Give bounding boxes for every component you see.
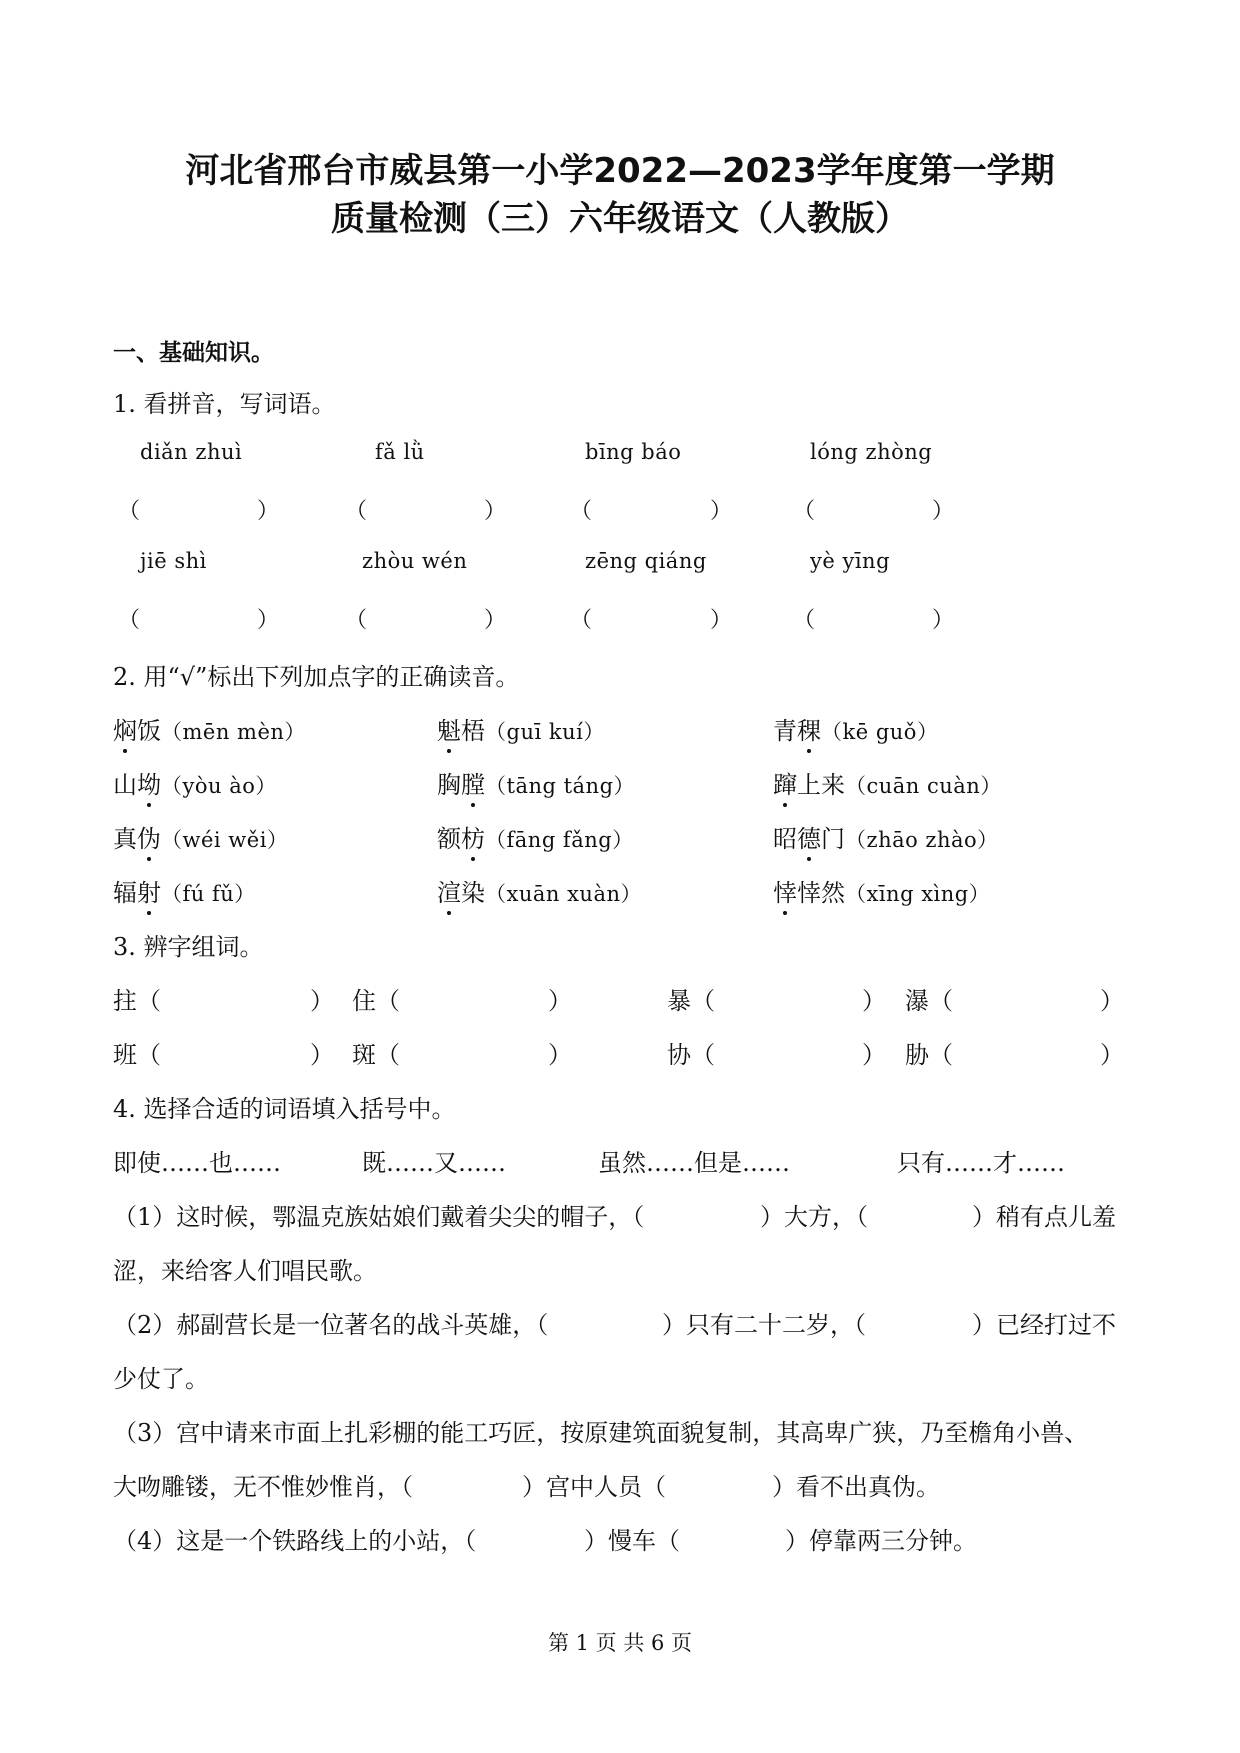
reading-item-9: 昭德门（zhāo zhào） — [773, 819, 999, 854]
blank-close: ） — [710, 499, 733, 524]
reading-item-6: 蹿上来（cuān cuàn） — [773, 765, 1002, 800]
q2-label: 2. 用“√”标出下列加点字的正确读音。 — [113, 663, 520, 691]
q3-char-1: 拄（ — [113, 987, 161, 1015]
blank-close: ） — [932, 499, 955, 524]
blank-open: （ — [118, 499, 141, 524]
blank-open: （ — [345, 499, 368, 524]
sentence-3-part-a: （3）宫中请来市面上扎彩棚的能工巧匠，按原建筑面貌复制，其高卑广狭，乃至檐角小兽、 — [113, 1419, 1089, 1447]
q3-close: ） — [862, 1041, 886, 1069]
sentence-2-part-c: ）已经打过不 — [972, 1311, 1116, 1339]
reading-item-5: 胸膛（tāng táng） — [437, 765, 635, 800]
q3-close: ） — [310, 1041, 334, 1069]
blank-close: ） — [484, 608, 507, 633]
sentence-2-part-b: ）只有二十二岁，（ — [662, 1311, 866, 1339]
blank-open: （ — [570, 608, 593, 633]
reading-item-2: 魁梧（guī kuí） — [437, 711, 605, 746]
dotted-char: 稞 — [797, 711, 821, 746]
q3-char-4: 瀑（ — [905, 987, 953, 1015]
blank-close: ） — [257, 608, 280, 633]
sentence-4-part-b: ）慢车（ — [584, 1527, 680, 1555]
sentence-3-part-d: ）看不出真伪。 — [772, 1473, 940, 1501]
sentence-4-part-a: （4）这是一个铁路线上的小站，（ — [113, 1527, 477, 1555]
dotted-char: 蹿 — [773, 765, 797, 800]
sentence-4-part-c: ）停靠两三分钟。 — [785, 1527, 977, 1555]
pinyin-2: fǎ lǜ — [375, 440, 425, 464]
sentence-1-part-c: ）稍有点儿羞 — [972, 1203, 1116, 1231]
blank-open: （ — [570, 499, 593, 524]
reading-item-7: 真伪（wéi wěi） — [113, 819, 288, 854]
section-heading: 一、基础知识。 — [113, 340, 274, 366]
sentence-1-part-d: 涩，来给客人们唱民歌。 — [113, 1257, 377, 1285]
q4-label: 4. 选择合适的词语填入括号中。 — [113, 1095, 456, 1123]
blank-close: ） — [710, 608, 733, 633]
sentence-3-part-b: 大吻雕镂，无不惟妙惟肖，（ — [113, 1473, 413, 1501]
option-2: 既……又…… — [362, 1149, 506, 1177]
reading-item-3: 青稞（kē guǒ） — [773, 711, 938, 746]
q3-close: ） — [862, 987, 886, 1015]
blank-open: （ — [118, 608, 141, 633]
blank-close: ） — [484, 499, 507, 524]
dotted-char: 射 — [137, 873, 161, 908]
blank-close: ） — [257, 499, 280, 524]
dotted-char: 焖 — [113, 711, 137, 746]
reading-item-8: 额枋（fāng fǎng） — [437, 819, 634, 854]
pinyin-5: jiē shì — [140, 549, 207, 573]
dotted-char: 悻 — [773, 873, 797, 908]
sentence-2-part-a: （2）郝副营长是一位著名的战斗英雄，（ — [113, 1311, 549, 1339]
blank-open: （ — [793, 499, 816, 524]
page-footer: 第 1 页 共 6 页 — [547, 1631, 693, 1655]
blank-open: （ — [793, 608, 816, 633]
q1-label: 1. 看拼音，写词语。 — [113, 390, 336, 418]
option-3: 虽然……但是…… — [598, 1149, 790, 1177]
q3-close: ） — [1100, 987, 1124, 1015]
sentence-2-part-d: 少仗了。 — [113, 1365, 209, 1393]
dotted-char: 枋 — [461, 819, 485, 854]
q3-close: ） — [548, 1041, 572, 1069]
blank-close: ） — [932, 608, 955, 633]
sentence-1-part-b: ）大方，（ — [760, 1203, 868, 1231]
dotted-char: 德 — [797, 819, 821, 854]
title-line-1: 河北省邢台市威县第一小学2022—2023学年度第一学期 — [185, 151, 1055, 191]
dotted-char: 渲 — [437, 873, 461, 908]
option-1: 即使……也…… — [113, 1149, 281, 1177]
pinyin-1: diǎn zhuì — [140, 440, 243, 464]
reading-item-12: 悻悻然（xīng xìng） — [773, 873, 990, 908]
q3-char-7: 协（ — [667, 1041, 715, 1069]
q3-close: ） — [310, 987, 334, 1015]
q3-char-8: 胁（ — [905, 1041, 953, 1069]
q3-close: ） — [548, 987, 572, 1015]
q3-char-2: 住（ — [352, 987, 400, 1015]
option-4: 只有……才…… — [897, 1149, 1065, 1177]
pinyin-7: zēng qiáng — [585, 549, 707, 573]
q3-char-5: 班（ — [113, 1041, 161, 1069]
pinyin-6: zhòu wén — [362, 549, 468, 573]
title-line-2: 质量检测（三）六年级语文（人教版） — [331, 199, 909, 239]
blank-open: （ — [345, 608, 368, 633]
dotted-char: 坳 — [137, 765, 161, 800]
pinyin-3: bīng báo — [585, 440, 682, 464]
q3-char-3: 暴（ — [667, 987, 715, 1015]
q3-close: ） — [1100, 1041, 1124, 1069]
sentence-3-part-c: ）宫中人员（ — [522, 1473, 666, 1501]
pinyin-8: yè yīng — [810, 549, 891, 573]
sentence-1-part-a: （1）这时候，鄂温克族姑娘们戴着尖尖的帽子，（ — [113, 1203, 645, 1231]
dotted-char: 魁 — [437, 711, 461, 746]
q3-char-6: 斑（ — [352, 1041, 400, 1069]
dotted-char: 膛 — [461, 765, 485, 800]
dotted-char: 伪 — [137, 819, 161, 854]
q3-label: 3. 辨字组词。 — [113, 933, 264, 961]
reading-item-1: 焖饭（mēn mèn） — [113, 711, 306, 746]
pinyin-4: lóng zhòng — [810, 440, 933, 464]
reading-item-11: 渲染（xuān xuàn） — [437, 873, 642, 908]
reading-item-4: 山坳（yòu ào） — [113, 765, 277, 800]
reading-item-10: 辐射（fú fǔ） — [113, 873, 256, 908]
